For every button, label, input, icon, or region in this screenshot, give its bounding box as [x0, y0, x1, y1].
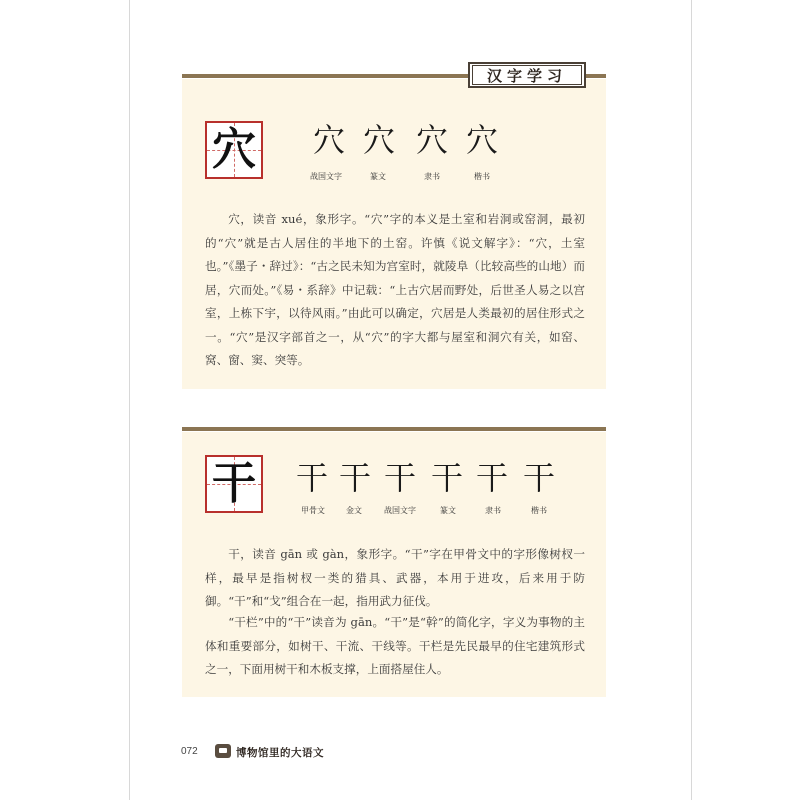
script-glyph-clerical: 干 [475, 459, 508, 497]
script-label: 楷书 [531, 506, 547, 515]
character-box-xue [205, 121, 263, 179]
book-title: 博物馆里的大语文 [236, 747, 324, 759]
script-glyph-clerical: 穴 [415, 121, 448, 159]
section-title: 汉字学习 [472, 65, 582, 85]
script-label: 战国文字 [384, 506, 416, 515]
page-number: 072 [181, 746, 198, 757]
script-label: 楷书 [474, 172, 490, 181]
script-glyph-bronze: 干 [338, 459, 371, 497]
entry-paragraph: “干栏”中的“干”读音为 gān。“干”是“幹”的简化字，字义为事物的主体和重要部分，如树干、干流、干线等。干栏是先民最早的住宅建筑形式之一，下面用树干和木板支撑，上面搭屋住人。 [205, 615, 585, 676]
script-glyph-warring-states: 干 [383, 459, 416, 497]
script-label: 隶书 [424, 172, 440, 181]
script-glyph-oracle-bone: 干 [295, 459, 328, 497]
script-glyph-seal: 穴 [362, 121, 395, 159]
script-label: 金文 [346, 506, 362, 515]
entry-paragraph: 穴，读音 xué，象形字。“穴”字的本义是土室和岩洞或窑洞，最初的“穴”就是古人居住的半地下的土窑。许慎《说文解字》：“穴，土室也。”《墨子・辞过》：“古之民未知为宫室时，就陵阜（比较高些的山地）而居，穴而处。”《易・系辞》中记载：“上古穴居而野处，后世圣人易之以宫室，上栋下宇，以待风雨。”由此可以确定，穴居是人类最初的居住形式之一。“穴”是汉字部首之一，从“穴”的字大都与屋室和洞穴有关，如窑、窝、窗、窦、突等。 [205, 212, 585, 367]
section-title-badge [468, 62, 586, 88]
script-label: 篆文 [440, 506, 456, 515]
main-character: 穴 [212, 124, 256, 175]
script-label: 篆文 [370, 172, 386, 181]
script-glyph-regular: 穴 [465, 121, 498, 159]
book-logo-icon [215, 744, 231, 758]
script-glyph-seal: 干 [430, 459, 463, 497]
script-label: 甲骨文 [301, 506, 325, 515]
script-label: 隶书 [485, 506, 501, 515]
script-glyph-regular: 干 [522, 459, 555, 497]
script-glyph-warring-states: 穴 [312, 121, 345, 159]
character-box-gan [205, 455, 263, 513]
script-label: 战国文字 [310, 172, 342, 181]
entry-paragraph: 干，读音 gān 或 gàn，象形字。“干”字在甲骨文中的字形像树杈一样，最早是指树杈一类的猎具、武器，本用于进攻，后来用于防御。“干”和“戈”组合在一起，指用武力征伐。 [205, 547, 585, 608]
main-character: 干 [212, 458, 256, 509]
section-rule [182, 427, 606, 431]
